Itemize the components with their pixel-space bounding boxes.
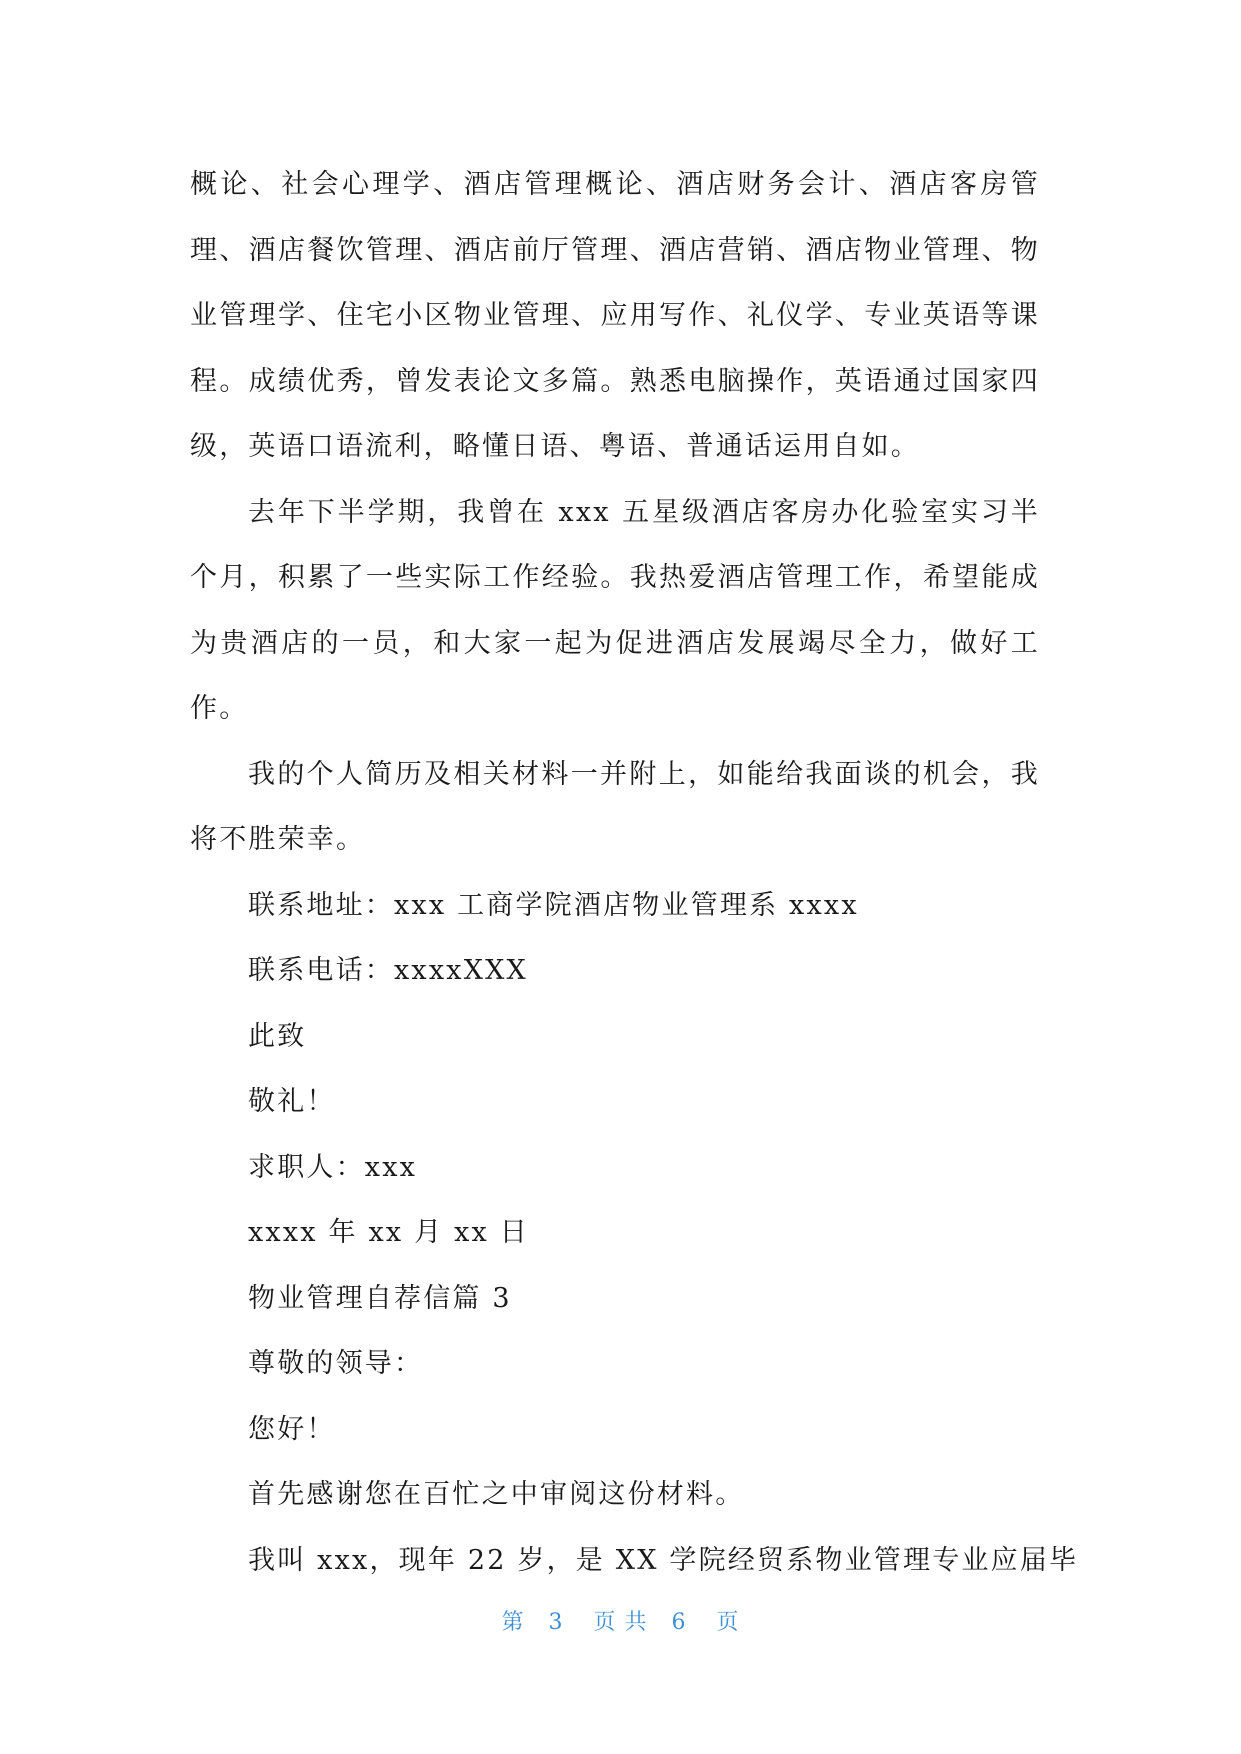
contact-phone: 联系电话：xxxxXXX xyxy=(248,955,528,986)
greeting-recipient: 尊敬的领导： xyxy=(248,1348,424,1379)
document-body xyxy=(190,152,1079,1593)
page-footer xyxy=(0,1605,1241,1636)
footer-suffix: 页 xyxy=(716,1610,740,1635)
section-heading: 物业管理自荐信篇 3 xyxy=(248,1282,512,1314)
intro-line: 我叫 xxx，现年 22 岁，是 XX 学院经贸系物业管理专业应届毕 xyxy=(248,1544,1079,1576)
paragraph-attachment: 我的个人简历及相关材料一并附上，如能给我面谈的机会，我将不胜荣幸。 xyxy=(190,758,1040,855)
footer-total-pages: 6 xyxy=(671,1610,687,1635)
footer-middle: 页 共 xyxy=(593,1610,648,1635)
paragraph-courses: 概论、社会心理学、酒店管理概论、酒店财务会计、酒店客房管理、酒店餐饮管理、酒店前厅管理、酒店营销、酒店物业管理、物业管理学、住宅小区物业管理、应用写作、礼仪学、专业英语等课程。成绩优秀，曾发表论文多篇。熟悉电脑操作，英语通过国家四级，英语口语流利，略懂日语、粤语、普通话运用自如。 xyxy=(190,169,1040,462)
paragraph-internship: 去年下半学期，我曾在 xxx 五星级酒店客房办化验室实习半个月，积累了一些实际工作经验。我热爱酒店管理工作，希望能成为贵酒店的一员，和大家一起为促进酒店发展竭尽全力，做好工作。 xyxy=(190,496,1040,724)
letter-date: xxxx 年 xx 月 xx 日 xyxy=(248,1217,529,1248)
footer-prefix: 第 xyxy=(501,1610,525,1635)
contact-address: 联系地址：xxx 工商学院酒店物业管理系 xxxx xyxy=(248,889,859,921)
applicant-signature: 求职人：xxx xyxy=(248,1151,418,1183)
greeting-hello: 您好！ xyxy=(248,1413,336,1445)
closing-regards: 敬礼！ xyxy=(248,1086,336,1117)
closing-salutation: 此致 xyxy=(248,1020,307,1052)
footer-current-page: 3 xyxy=(548,1610,564,1635)
thanks-line: 首先感谢您在百忙之中审阅这份材料。 xyxy=(248,1479,745,1510)
